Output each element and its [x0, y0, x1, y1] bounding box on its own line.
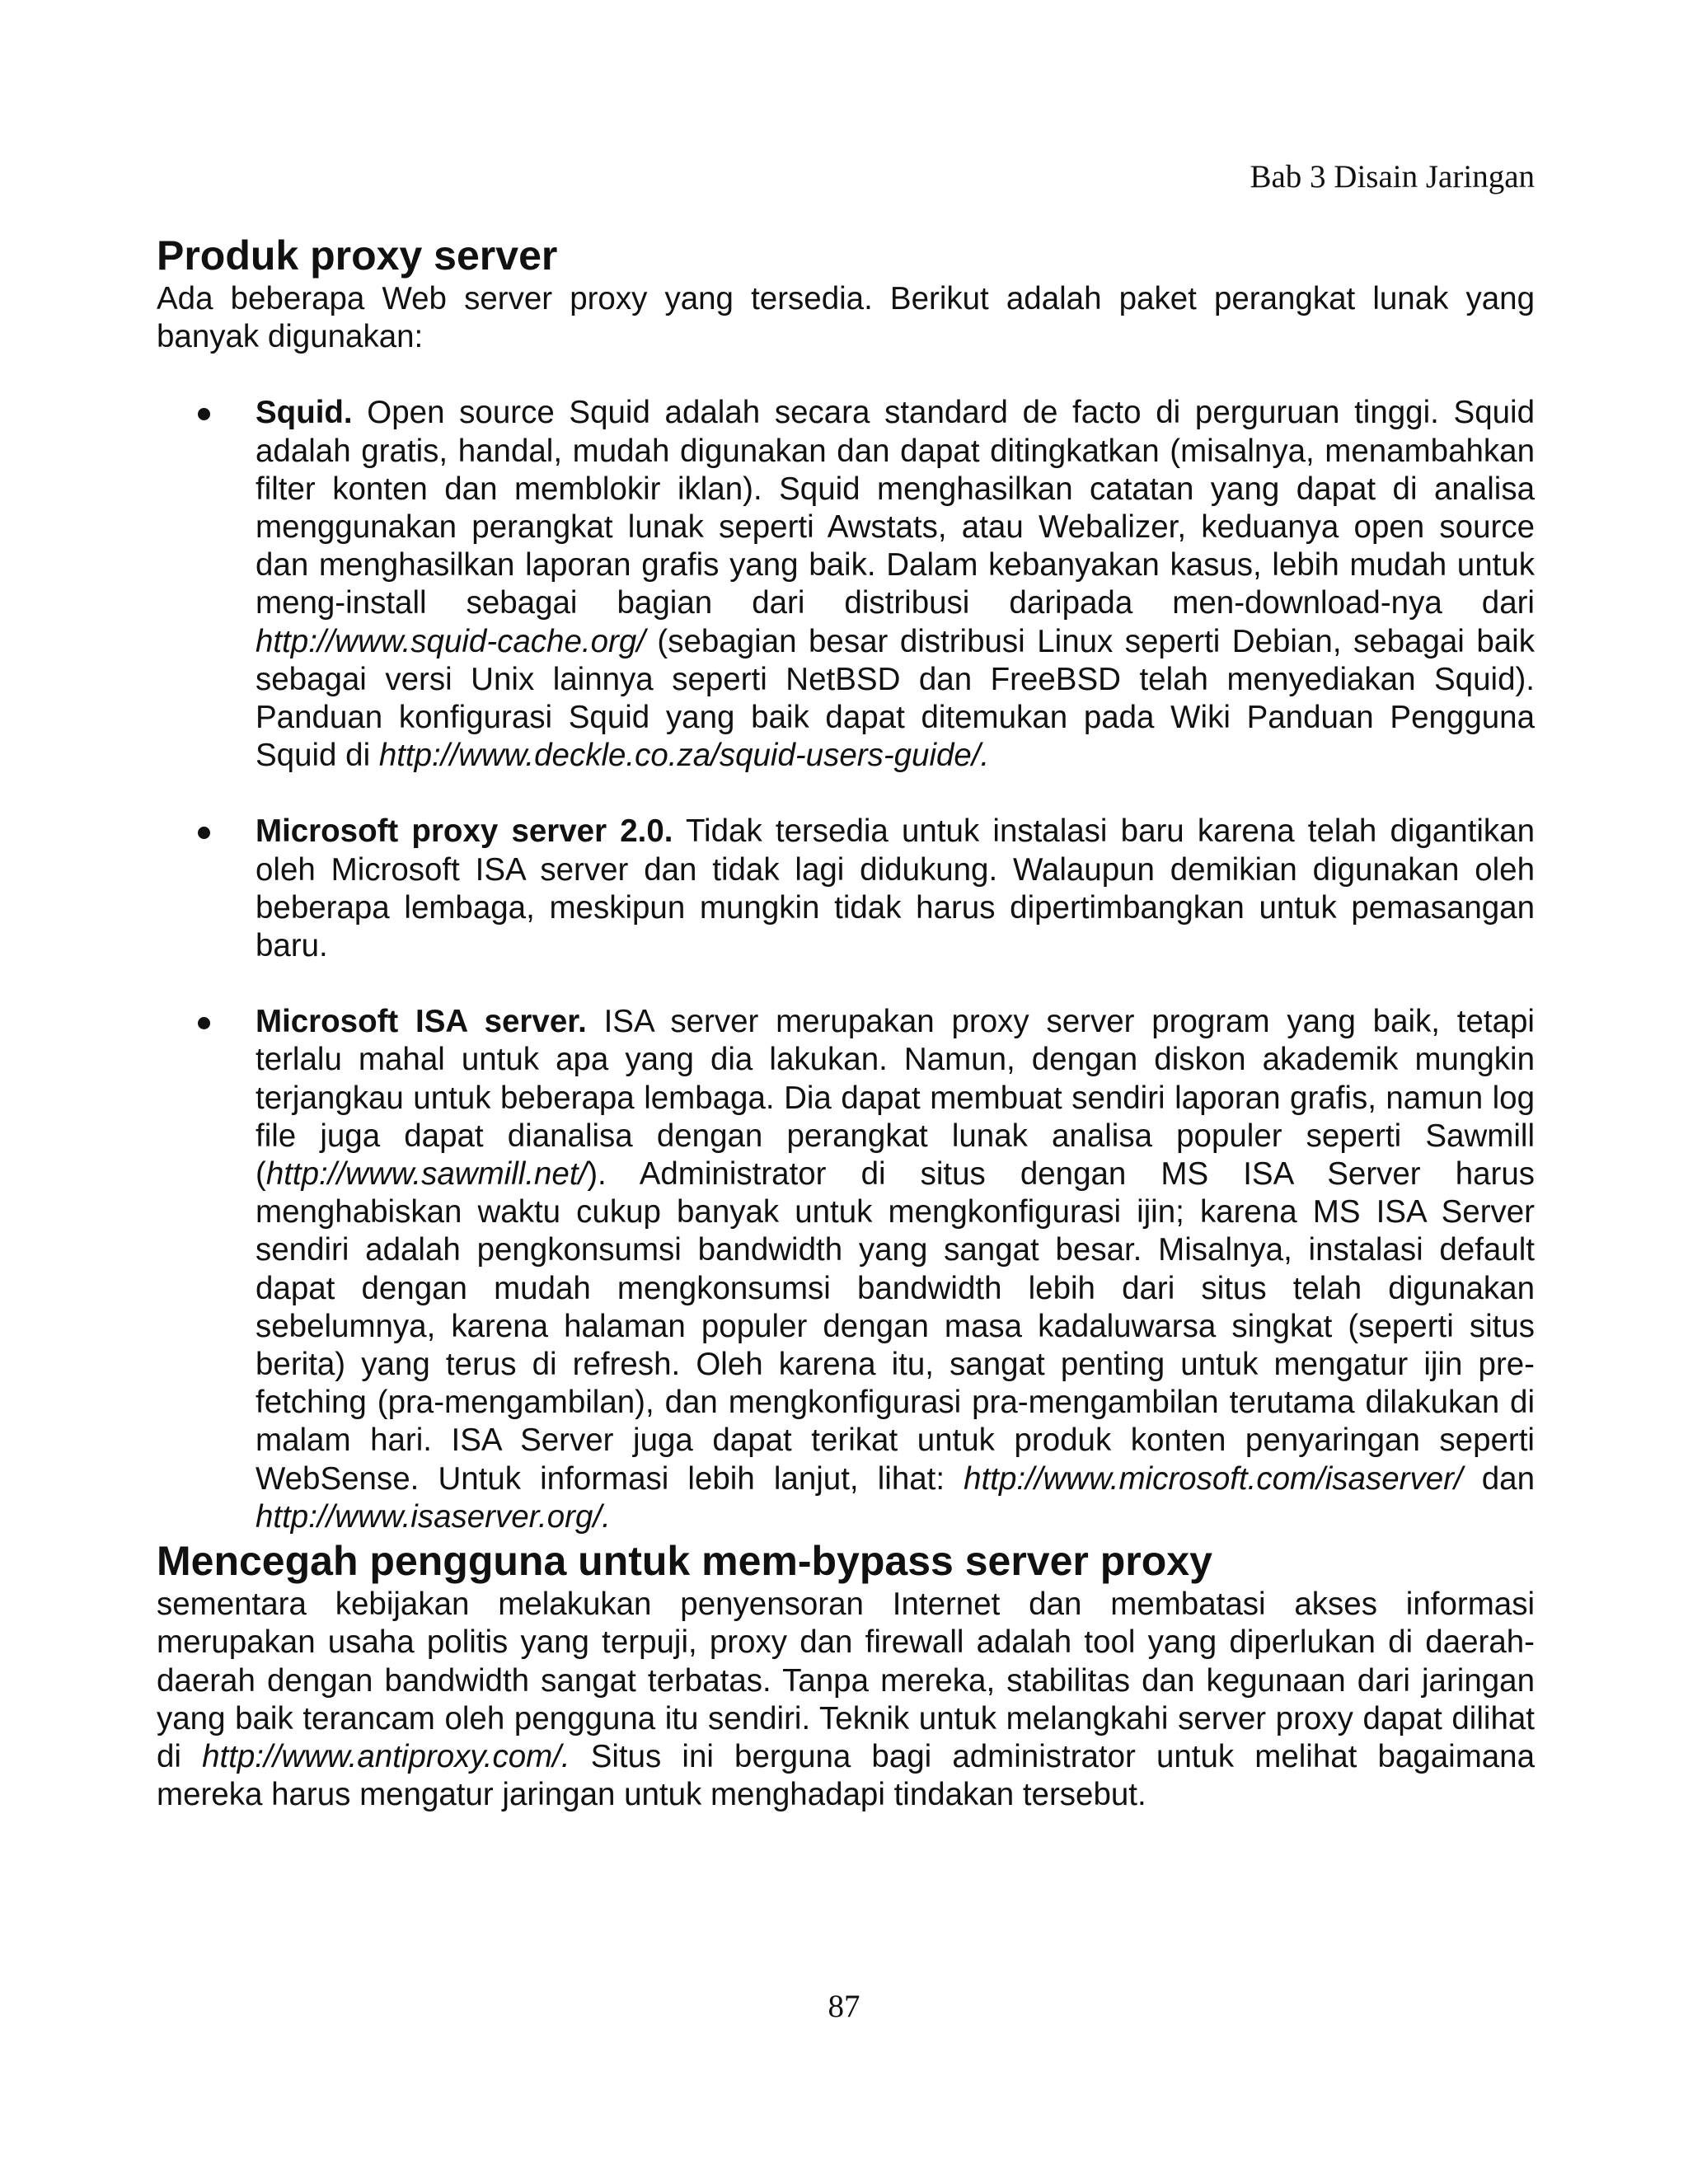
link-antiproxy[interactable]: http://www.antiproxy.com/.	[202, 1738, 570, 1774]
link-microsoft-isaserver[interactable]: http://www.microsoft.com/isaserver/	[964, 1460, 1463, 1497]
list-item-microsoft-proxy-server	[256, 813, 1535, 965]
term-microsoft-isa-server: Microsoft ISA server.	[256, 1004, 587, 1040]
bypass-text-1: sementara kebijakan melakukan penyensoran Internet dan membatasi akses informasi merupakan usaha politis yang terpuji, proxy dan firewall adalah tool yang diperlukan di daerah-daerah dengan bandwidth sangat terbatas. Tanpa mereka, stabilitas dan kegunaan dari jaringan yang baik terancam oleh pengguna itu sendiri. Teknik untuk melangkahi server proxy dapat dilihat di	[157, 1586, 1535, 1774]
list-item-squid	[256, 394, 1535, 775]
bypass-paragraph	[157, 1586, 1535, 1814]
page-content	[157, 231, 1535, 1814]
section-heading-mencegah-bypass: Mencegah pengguna untuk mem-bypass server proxy	[157, 1538, 1212, 1585]
link-squid-users-guide[interactable]: http://www.deckle.co.za/squid-users-guide/.	[378, 738, 990, 774]
list-item-microsoft-isa-server	[256, 1003, 1535, 1536]
term-squid: Squid.	[256, 395, 353, 431]
intro-paragraph: Ada beberapa Web server proxy yang tersedia. Berikut adalah paket perangkat lunak yang banyak digunakan:	[157, 281, 1535, 355]
isa-text-3: dan	[1462, 1460, 1535, 1497]
section-heading-produk-proxy-server: Produk proxy server	[157, 232, 558, 279]
squid-text-2: (sebagian besar distribusi Linux seperti Debian, sebagai baik sebagai versi Unix lainnya seperti NetBSD dan FreeBSD telah menyediakan Squid). Panduan konfigurasi Squid yang baik dapat ditemukan pada Wiki Panduan Pengguna Squid di	[256, 623, 1535, 774]
running-head: Bab 3 Disain Jaringan	[1250, 159, 1535, 194]
page-number: 87	[828, 1989, 860, 2024]
squid-text-1: Open source Squid adalah secara standard de facto di perguruan tinggi. Squid adalah gratis, handal, mudah digunakan dan dapat ditingkatkan (misalnya, menambahkan filter konten dan memblokir iklan). Squid menghasilkan catatan yang dapat di analisa menggunakan perangkat lunak seperti Awstats, atau Webalizer, keduanya open source dan menghasilkan laporan grafis yang baik. Dalam kebanyakan kasus, lebih mudah untuk meng-install sebagai bagian dari distribusi daripada men-download-nya dari	[256, 395, 1535, 621]
bypass-text-2: Situs ini berguna bagi administrator untuk melihat bagaimana mereka harus mengatur jaringan untuk menghadapi tindakan tersebut.	[157, 1738, 1535, 1813]
isa-text-1: ISA server merupakan proxy server program yang baik, tetapi terlalu mahal untuk apa yang dia lakukan. Namun, dengan diskon akademik mungkin terjangkau untuk beberapa lembaga. Dia dapat membuat sendiri laporan grafis, namun log file juga dapat dianalisa dengan perangkat lunak analisa populer seperti Sawmill (	[256, 1004, 1535, 1193]
term-microsoft-proxy-server: Microsoft proxy server 2.0.	[256, 813, 673, 850]
link-isaserver-org[interactable]: http://www.isaserver.org/.	[256, 1498, 611, 1535]
proxy-product-list	[256, 394, 1535, 1536]
link-squid-cache[interactable]: http://www.squid-cache.org/	[256, 623, 645, 659]
microsoft-proxy-text: Tidak tersedia untuk instalasi baru karena telah digantikan oleh Microsoft ISA server dan tidak lagi didukung. Walaupun demikian digunakan oleh beberapa lembaga, meskipun mungkin tidak harus dipertimbangkan untuk pemasangan baru.	[256, 813, 1536, 964]
isa-text-2: ). Administrator di situs dengan MS ISA Server harus menghabiskan waktu cukup banyak untuk mengkonfigurasi ijin; karena MS ISA Server sendiri adalah pengkonsumsi bandwidth yang sangat besar. Misalnya, instalasi default dapat dengan mudah mengkonsumsi bandwidth lebih dari situs telah digunakan sebelumnya, karena halaman populer dengan masa kadaluwarsa singkat (seperti situs berita) yang terus di refresh. Oleh karena itu, sangat penting untuk mengatur ijin pre-fetching (pra-mengambilan), dan mengkonfigurasi pra-mengambilan terutama dilakukan di malam hari. ISA Server juga dapat terikat untuk produk konten penyaringan seperti WebSense. Untuk informasi lebih lanjut, lihat:	[256, 1156, 1535, 1497]
link-sawmill[interactable]: http://www.sawmill.net/	[265, 1156, 588, 1193]
